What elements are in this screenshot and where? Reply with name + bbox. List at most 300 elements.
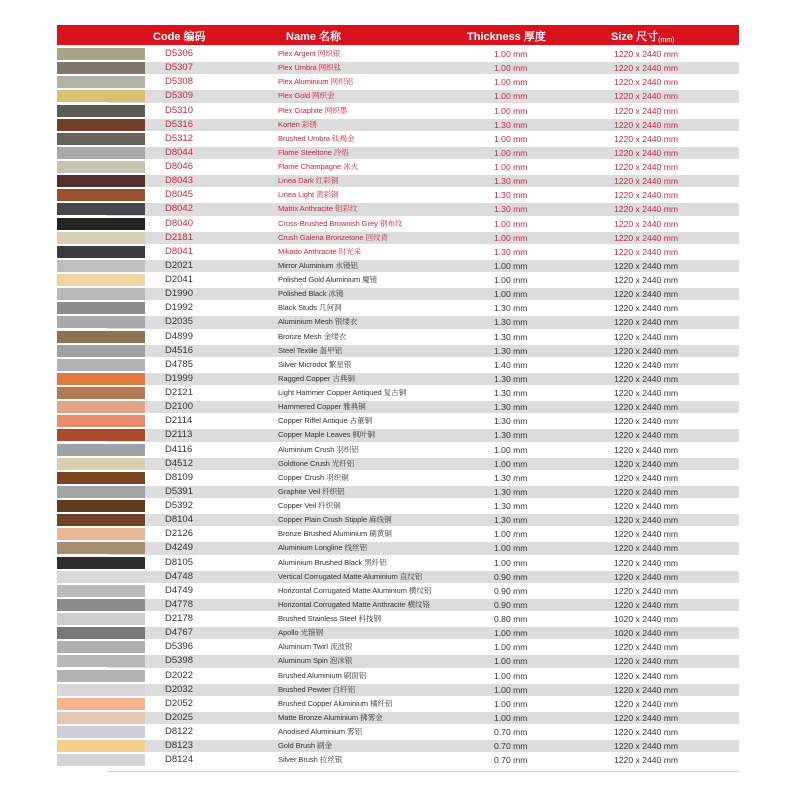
table-row [57,541,739,555]
cell-code: D8041 [165,245,193,257]
cell-name: Polished Gold Aluminium 魔镜 [278,275,378,284]
table-row [57,612,739,626]
cell-code: D2126 [165,528,193,540]
material-swatch [57,189,145,201]
cell-thickness: 1.30 mm [494,416,528,427]
table-row [57,414,739,428]
table-row [57,287,739,301]
cell-size: 1220 x 2440 mm [614,571,679,582]
cell-name: Silver Brush 拉丝银 [278,755,343,765]
cell-code: D8109 [165,471,193,483]
cell-name: Horizontal Corrugated Matte Anthracite 横纹铬 [278,599,430,609]
cell-name: Mirror Aluminium 水镜铝 [278,260,358,270]
cell-thickness: 1.30 mm [494,515,528,526]
material-swatch [57,726,145,738]
cell-name: Ragged Copper 古典铜 [278,373,355,383]
material-swatch [57,684,145,696]
footer-divider [107,771,739,772]
cell-name: Black Studs 几何洞 [278,303,342,313]
cell-size: 1220 x 2440 mm [614,416,679,427]
table-row [57,259,739,273]
cell-name: Crush Galena Bronzetone 回纹青 [278,232,388,242]
cell-size: 1220 x 2440 mm [614,430,679,441]
table-row [57,513,739,527]
material-swatch [57,542,145,554]
cell-size: 1220 x 2440 mm [614,275,679,285]
material-swatch [57,48,145,60]
table-row [57,301,739,315]
cell-name: Silver Microdot 繁星银 [278,359,352,369]
table-row [57,273,739,287]
cell-size: 1220 x 2440 mm [614,684,679,695]
cell-code: D5316 [165,118,193,130]
cell-name: Graphite Veil 纤织铝 [278,486,345,496]
cell-code: D2035 [165,316,193,328]
cell-name: Matrix Anthracite 钼彩纹 [278,204,358,214]
cell-name: Plex Umbra 网织钛 [278,63,342,73]
cell-name: Brushed Umbra 钛褐金 [278,133,355,143]
table-row [57,499,739,513]
material-swatch [57,670,145,682]
cell-name: Korten 彩锈 [278,119,317,129]
table-row [57,471,739,485]
cell-thickness: 1.00 mm [494,289,528,300]
header-size-label: Size 尺寸 [611,31,659,43]
table-row [57,443,739,457]
table-row [57,315,739,329]
table-row [57,231,739,245]
cell-size: 1220 x 2440 mm [614,260,679,271]
material-swatch [57,429,145,441]
material-swatch [57,557,145,569]
material-swatch [57,401,145,413]
cell-size: 1020 x 2440 mm [614,628,679,639]
cell-thickness: 1.00 mm [494,529,528,540]
cell-code: D4749 [165,584,193,596]
cell-code: D1999 [165,372,193,384]
cell-size: 1220 x 2440 mm [614,741,679,752]
cell-thickness: 1.30 mm [494,345,528,356]
cell-size: 1220 x 2440 mm [614,698,679,709]
cell-size: 1220 x 2440 mm [614,218,679,229]
table-row [57,683,739,697]
cell-name: Plex Aluminium 网织铝 [278,77,354,87]
cell-thickness: 1.30 mm [494,204,528,215]
cell-size: 1220 x 2440 mm [614,204,679,215]
cell-thickness: 0.90 mm [494,571,528,582]
material-swatch [57,203,145,215]
table-row [57,400,739,414]
table-row [57,626,739,640]
cell-code: D4249 [165,542,193,554]
cell-size: 1220 x 2440 mm [614,599,679,610]
cell-code: D5398 [165,655,193,667]
cell-size: 1220 x 2440 mm [614,402,679,413]
cell-size: 1220 x 2440 mm [614,133,679,144]
cell-thickness: 0.70 mm [494,755,528,766]
material-swatch [57,232,145,244]
cell-thickness: 1.30 mm [494,501,528,511]
cell-size: 1220 x 2440 mm [614,670,679,681]
table-row [57,697,739,711]
cell-code: D8042 [165,203,193,215]
cell-thickness: 1.00 mm [494,63,528,74]
cell-code: D8046 [165,161,193,172]
table-row [57,160,739,174]
cell-size: 1220 x 2440 mm [614,458,679,469]
material-swatch [57,147,145,159]
cell-name: Aluminium Mesh 银缕衣 [278,317,358,327]
cell-name: Mikado Anthracite 时光采 [278,246,362,256]
material-swatch [57,500,145,512]
cell-code: D2178 [165,613,193,624]
material-swatch [57,119,145,131]
cell-name: Gold Brush 刷金 [278,741,332,751]
cell-thickness: 1.00 mm [494,232,528,243]
cell-code: D2021 [165,259,193,271]
cell-name: Hammered Copper 雅典铜 [278,402,366,412]
cell-thickness: 1.00 mm [494,162,528,172]
cell-thickness: 0.70 mm [494,741,528,752]
cell-size: 1220 x 2440 mm [614,543,679,554]
cell-code: D8105 [165,556,193,568]
table-row [57,245,739,259]
material-swatch [57,302,145,314]
cell-size: 1220 x 2440 mm [614,105,679,116]
cell-size: 1220 x 2440 mm [614,147,679,158]
material-swatch [57,698,145,710]
table-row [57,485,739,499]
cell-name: Bronze Mesh 金缕衣 [278,331,347,341]
cell-thickness: 1.00 mm [494,712,528,723]
cell-code: D4516 [165,344,193,356]
cell-code: D8040 [165,217,193,229]
cell-name: Aluminum Twirl 流波银 [278,642,353,652]
cell-thickness: 1.00 mm [494,260,528,271]
table-body [57,47,739,767]
cell-code: D8104 [165,514,193,526]
cell-code: D4748 [165,570,193,582]
table-row [57,457,739,471]
cell-thickness: 1.00 mm [494,698,528,709]
table-row [57,753,739,767]
cell-thickness: 1.00 mm [494,77,528,88]
cell-name: Polished Black 冰镜 [278,289,344,299]
cell-thickness: 1.00 mm [494,91,528,102]
cell-name: Apollo 光箍钢 [278,628,323,638]
cell-thickness: 1.30 mm [494,388,528,398]
material-swatch [57,373,145,385]
cell-size: 1220 x 2440 mm [614,501,679,511]
table-row [57,584,739,598]
material-swatch [57,472,145,484]
cell-thickness: 1.00 mm [494,444,528,455]
cell-thickness: 0.90 mm [494,599,528,610]
cell-name: Brushed Aluminium 刷面铝 [278,670,367,680]
table-row [57,556,739,570]
cell-name: Copper Crush 羽织铜 [278,472,349,482]
cell-code: D4512 [165,457,193,469]
cell-thickness: 1.00 mm [494,49,528,59]
cell-name: Aluminium Crush 羽织铝 [278,444,359,454]
material-swatch [57,740,145,752]
cell-code: D2181 [165,231,193,243]
table-row [57,669,739,683]
material-swatch [57,599,145,611]
table-row [57,330,739,344]
cell-code: D2114 [165,415,193,427]
cell-code: D5307 [165,62,193,74]
cell-thickness: 1.00 mm [494,557,528,568]
cell-name: Copper Plain Crush Stipple 麻线铜 [278,515,392,525]
cell-code: D2025 [165,711,193,723]
cell-code: D5312 [165,132,193,144]
cell-size: 1220 x 2440 mm [614,317,679,328]
table-row [57,527,739,541]
material-swatch [57,613,145,625]
table-row [57,202,739,216]
cell-thickness: 1.00 mm [494,275,528,285]
cell-name: Anodised Aluminium 雾铝 [278,727,363,736]
cell-name: Steel Textile 盔甲铝 [278,345,342,355]
material-swatch [57,571,145,583]
cell-name: Aluminium Longline 线丝铝 [278,543,367,553]
cell-code: D2113 [165,429,193,441]
cell-name: Brushed Copper Aluminium 橘纤铝 [278,698,393,708]
cell-name: Copper Riffel Antique 古董铜 [278,416,373,426]
header-name: Name 名称 [286,31,342,43]
table-row [57,358,739,372]
cell-size: 1220 x 2440 mm [614,656,679,667]
table-row [57,725,739,739]
cell-size: 1220 x 2440 mm [614,176,679,187]
cell-thickness: 1.00 mm [494,684,528,695]
cell-name: Cross-Brushed Brownish Grey 钢布纹 [278,218,403,228]
material-swatch [57,444,145,456]
cell-thickness: 1.00 mm [494,656,528,667]
material-swatch [57,288,145,300]
table-header [57,25,739,45]
cell-name: Plex Graphite 网织墨 [278,105,348,115]
cell-thickness: 0.70 mm [494,727,528,737]
material-swatch [57,246,145,258]
material-swatch [57,133,145,145]
cell-size: 1220 x 2440 mm [614,345,679,356]
material-swatch [57,486,145,498]
table-row [57,344,739,358]
cell-thickness: 1.00 mm [494,218,528,229]
material-swatch [57,514,145,526]
cell-name: Flame Steeltone 冷焰 [278,147,349,157]
material-swatch [57,105,145,117]
cell-name: Matte Bronze Aluminium 拂雾金 [278,712,383,722]
material-swatch [57,345,145,357]
table-row [57,654,739,668]
cell-code: D4767 [165,627,193,639]
cell-size: 1220 x 2440 mm [614,162,679,172]
cell-size: 1220 x 2440 mm [614,727,679,737]
cell-code: D5391 [165,485,193,497]
cell-size: 1220 x 2440 mm [614,119,679,130]
cell-thickness: 0.90 mm [494,585,528,596]
material-swatch [57,76,145,88]
cell-size: 1220 x 2440 mm [614,388,679,398]
material-swatch [57,90,145,102]
cell-size: 1220 x 2440 mm [614,246,679,257]
cell-size: 1220 x 2440 mm [614,91,679,102]
cell-name: Brushed Stainless Steel 科技钢 [278,614,381,623]
cell-code: D4899 [165,330,193,342]
cell-size: 1220 x 2440 mm [614,585,679,596]
material-swatch [57,627,145,639]
cell-size: 1220 x 2440 mm [614,303,679,314]
cell-code: D5396 [165,641,193,653]
cell-code: D8044 [165,146,193,158]
product-spec-sheet [57,25,739,767]
cell-name: Brushed Pewter 白纤铝 [278,684,356,694]
table-row [57,104,739,118]
table-row [57,570,739,584]
material-swatch [57,316,145,328]
cell-thickness: 1.30 mm [494,119,528,130]
cell-name: Linea Dark 红彩铜 [278,176,339,186]
cell-name: Light Hammer Copper Antiqued 复古铜 [278,388,407,397]
material-swatch [57,655,145,667]
cell-thickness: 1.00 mm [494,133,528,144]
cell-size: 1220 x 2440 mm [614,755,679,766]
table-row [57,739,739,753]
table-row [57,386,739,400]
cell-thickness: 1.40 mm [494,359,528,370]
cell-name: Horizontal Corrugated Matte Aluminium 横纹铝 [278,585,432,595]
cell-thickness: 1.30 mm [494,190,528,201]
cell-size: 1220 x 2440 mm [614,49,679,59]
table-row [57,428,739,442]
material-swatch [57,218,145,230]
cell-thickness: 1.30 mm [494,402,528,413]
material-swatch [57,458,145,470]
cell-code: D8124 [165,754,193,766]
cell-code: D8122 [165,726,193,737]
cell-code: D4778 [165,598,193,610]
cell-thickness: 1.30 mm [494,303,528,314]
cell-size: 1220 x 2440 mm [614,642,679,653]
table-row [57,75,739,89]
cell-code: D8123 [165,740,193,752]
material-swatch [57,528,145,540]
table-row [57,174,739,188]
cell-size: 1220 x 2440 mm [614,557,679,568]
cell-thickness: 0.80 mm [494,614,528,624]
table-row [57,47,739,61]
material-swatch [57,175,145,187]
table-row [57,640,739,654]
cell-name: Plex Argent 网织银 [278,49,341,58]
cell-code: D4785 [165,358,193,370]
table-row [57,372,739,386]
cell-name: Bronze Brushed Aluminium 刷黄铜 [278,529,392,539]
table-row [57,89,739,103]
cell-thickness: 1.00 mm [494,642,528,653]
cell-name: Aluminum Spin 泡沫银 [278,656,353,666]
table-row [57,146,739,160]
cell-code: D5309 [165,90,193,102]
cell-code: D2121 [165,387,193,398]
cell-code: D8043 [165,175,193,187]
cell-thickness: 1.00 mm [494,670,528,681]
cell-code: D4116 [165,443,193,455]
material-swatch [57,712,145,724]
material-swatch [57,331,145,343]
table-row [57,188,739,202]
cell-thickness: 1.30 mm [494,246,528,257]
material-swatch [57,585,145,597]
material-swatch [57,641,145,653]
header-thickness: Thickness 厚度 [467,31,546,43]
cell-code: D5392 [165,500,193,511]
cell-size: 1220 x 2440 mm [614,359,679,370]
cell-size: 1220 x 2440 mm [614,289,679,300]
cell-code: D2052 [165,697,193,709]
header-size-unit: (mm) [658,37,675,44]
cell-thickness: 1.00 mm [494,147,528,158]
table-row [57,217,739,231]
material-swatch [57,359,145,371]
cell-thickness: 1.30 mm [494,472,528,483]
cell-name: Goldtone Crush 光纤铝 [278,458,355,468]
material-swatch [57,415,145,427]
cell-name: Copper Maple Leaves 枫叶铜 [278,430,375,440]
cell-code: D5306 [165,48,193,59]
table-row [57,118,739,132]
cell-code: D2041 [165,274,193,285]
cell-code: D5308 [165,76,193,88]
cell-code: D2032 [165,683,193,695]
cell-thickness: 1.30 mm [494,331,528,342]
cell-size: 1220 x 2440 mm [614,232,679,243]
table-row [57,711,739,725]
cell-code: D2022 [165,669,193,681]
cell-size: 1220 x 2440 mm [614,486,679,497]
cell-code: D2100 [165,401,193,413]
cell-size: 1220 x 2440 mm [614,472,679,483]
header-code: Code 编码 [153,31,206,43]
cell-thickness: 1.30 mm [494,486,528,497]
cell-thickness: 1.30 mm [494,373,528,384]
cell-thickness: 1.30 mm [494,317,528,328]
cell-code: D8045 [165,189,193,201]
material-swatch [57,387,145,399]
cell-size: 1220 x 2440 mm [614,712,679,723]
cell-name: Aluminium Brushed Black 黑纤铝 [278,557,387,567]
material-swatch [57,62,145,74]
cell-thickness: 1.00 mm [494,628,528,639]
cell-thickness: 1.30 mm [494,430,528,441]
table-row [57,132,739,146]
cell-name: Vertical Corrugated Matte Aluminium 直纹铝 [278,571,423,581]
cell-name: Plex Gold 网织金 [278,91,335,101]
cell-size: 1220 x 2440 mm [614,331,679,342]
cell-code: D1990 [165,288,193,300]
material-swatch [57,274,145,286]
cell-name: Copper Veil 纤织铜 [278,501,341,510]
table-row [57,61,739,75]
cell-size: 1220 x 2440 mm [614,444,679,455]
material-swatch [57,260,145,272]
table-row [57,598,739,612]
cell-name: Linea Light 黄彩铜 [278,190,339,200]
header-size [611,28,674,44]
